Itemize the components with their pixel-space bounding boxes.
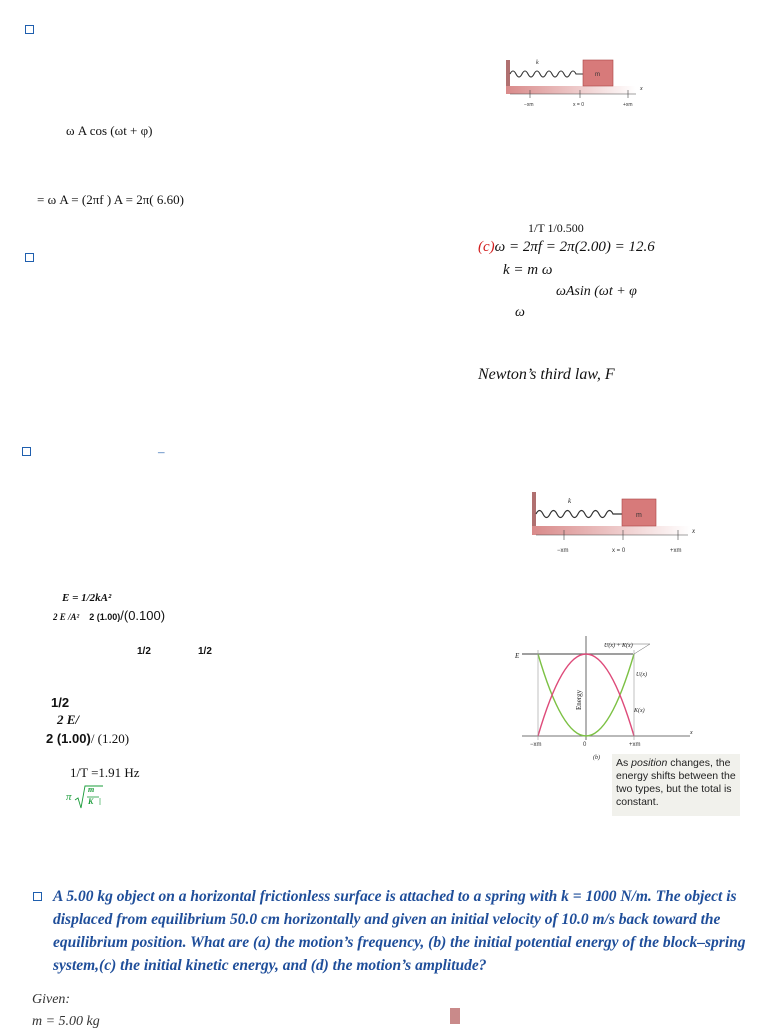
x-zero-label: x = 0 bbox=[612, 548, 626, 554]
omega-part-label: (c) bbox=[478, 239, 495, 255]
panel-b-label: (b) bbox=[593, 755, 600, 761]
bullet-icon bbox=[25, 25, 34, 34]
mass-label: m bbox=[595, 72, 600, 78]
energy-e-label: E bbox=[515, 652, 520, 660]
two-e-term: 2 E/ bbox=[57, 712, 80, 727]
frequency-text: 1/T =1.91 Hz bbox=[70, 765, 140, 780]
question-text: A 5.00 kg object on a horizontal frictionless surface is attached to a spring with k = 1000 N/m. The object is displaced from equilibrium 50.0 cm horizontally and given an initial velocity of 10.0 m/s back toward the equilibrium position. What are (a) the motion’s frequency, (b) the initial potential energy of the block–spring system,(c) the initial kinetic energy, and (d) the motion’s amplitude? bbox=[53, 888, 746, 974]
mass-given: m = 5.00 kg bbox=[32, 1014, 100, 1029]
zero-label: 0 bbox=[583, 742, 587, 748]
omega-symbol: ω bbox=[515, 305, 525, 320]
bullet-icon bbox=[25, 253, 34, 262]
frequency-result bbox=[70, 765, 140, 781]
x-axis-label: x bbox=[692, 527, 696, 535]
half-factor: 1/2 bbox=[137, 646, 151, 657]
sum-label: U(x) + K(x) bbox=[604, 643, 633, 649]
spring-constant-label: k bbox=[568, 497, 572, 505]
energy-axis-label: Energy bbox=[575, 689, 583, 710]
pos-xm-label: +xm bbox=[670, 548, 682, 554]
spring-constant-label: k bbox=[536, 60, 539, 66]
energy-graph bbox=[510, 632, 700, 762]
mass-symbol: m bbox=[88, 785, 95, 794]
formula-part-b: 2 (1.00) bbox=[89, 612, 121, 622]
omega-equation: ω = 2πf = 2π(2.00) = 12.6 bbox=[494, 239, 655, 255]
spring-block-figure bbox=[500, 52, 650, 114]
caption-post: changes, the energy shifts between the two types, but the total is constant. bbox=[616, 757, 736, 808]
caption-italic: position bbox=[631, 757, 668, 769]
x-axis-label: x bbox=[690, 730, 693, 736]
period-line: 1/T 1/0.500 bbox=[528, 221, 584, 235]
neg-xm-label: −xm bbox=[530, 742, 542, 748]
dash-mark: – bbox=[158, 444, 165, 459]
neg-xm-label: −xm bbox=[524, 102, 534, 108]
spring-block-figure-2 bbox=[526, 488, 701, 560]
pos-xm-label: +xm bbox=[623, 102, 633, 108]
x-zero-label: x = 0 bbox=[573, 102, 584, 108]
potential-label: U(x) bbox=[636, 672, 647, 678]
kinetic-label: K(x) bbox=[634, 708, 645, 714]
half-factor: 1/2 bbox=[198, 646, 212, 657]
energy-formula: E = 1/2kA² bbox=[62, 592, 112, 604]
velocity-line: ωAsin (ωt + φ bbox=[556, 284, 637, 299]
omega-calculation bbox=[478, 239, 655, 256]
energy-caption bbox=[612, 754, 740, 816]
bullet-icon bbox=[33, 892, 42, 901]
two-e-values bbox=[46, 730, 129, 748]
amplitude-formula: = ω A = (2πf ) A = 2π( 6.60) bbox=[37, 192, 184, 207]
two-e-value-a: 2 (1.00) bbox=[46, 731, 91, 746]
mass-label: m bbox=[636, 512, 642, 519]
neg-xm-label: −xm bbox=[557, 548, 569, 554]
bullet-icon bbox=[22, 447, 31, 456]
half-factor: 1/2 bbox=[51, 695, 70, 710]
pi-sqrt-formula bbox=[66, 782, 106, 812]
partial-figure bbox=[450, 1008, 460, 1024]
pos-xm-label: +xm bbox=[629, 742, 641, 748]
formula-part-c: /(0.100) bbox=[120, 608, 166, 623]
pi-symbol: π bbox=[66, 791, 72, 803]
spring-constant-line: k = m ω bbox=[503, 262, 553, 278]
two-e-value-b: / (1.20) bbox=[90, 731, 130, 746]
formula-part-a: 2 E /A² bbox=[53, 612, 80, 622]
newton-third-law-line: Newton’s third law, F bbox=[478, 366, 615, 383]
k-symbol: K bbox=[88, 797, 94, 806]
x-axis-label: x bbox=[640, 86, 643, 92]
given-label: Given: bbox=[32, 992, 71, 1007]
velocity-formula: ω A cos (ωt + φ) bbox=[66, 123, 153, 138]
caption-pre: As bbox=[616, 757, 632, 769]
spring-constant-formula bbox=[53, 607, 165, 625]
